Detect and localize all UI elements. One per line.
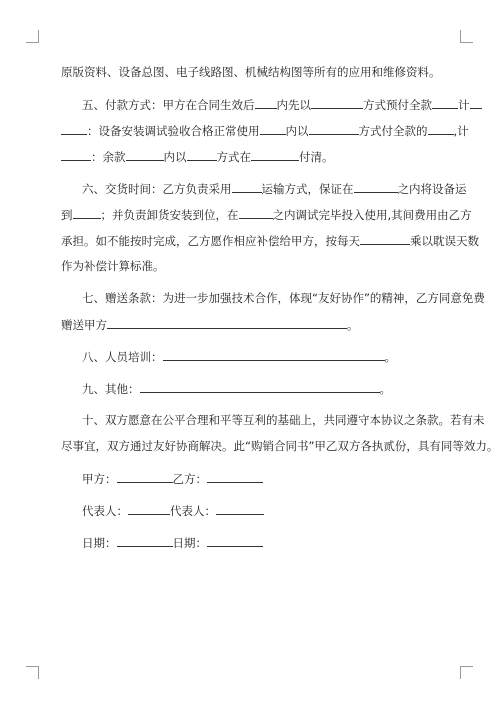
blank-field[interactable] [117, 534, 173, 547]
text: 尽事宜，双方通过友好协商解决。此“购销合同书”甲乙双方各执贰份，具有同等效力。 [61, 439, 499, 453]
blank-field[interactable] [470, 96, 482, 109]
blank-field[interactable] [216, 502, 264, 515]
mutual-clause-line-1 [82, 412, 485, 428]
delivery-clause-line-2 [61, 206, 472, 223]
text: 计 [458, 98, 470, 112]
text: 代表人： [170, 504, 216, 518]
text: 内以 [163, 150, 187, 164]
text: 付清。 [299, 150, 334, 164]
payment-clause-line-1 [82, 96, 482, 113]
blank-field[interactable] [432, 96, 458, 109]
blank-field[interactable] [128, 502, 170, 515]
blank-field[interactable] [187, 148, 217, 161]
blank-field[interactable] [207, 470, 263, 483]
delivery-clause-line-4 [61, 258, 165, 274]
text: 。 [384, 350, 396, 364]
text: 代表人： [82, 504, 128, 518]
text: 运输方式，保证在 [261, 182, 354, 196]
text: 日期： [82, 536, 117, 550]
other-clause-line [82, 380, 391, 397]
text: 。 [379, 382, 391, 396]
text: 甲方： [82, 472, 117, 486]
blank-field[interactable] [126, 148, 164, 161]
text: 方式付全款的 [358, 124, 428, 138]
text: 。 [347, 318, 359, 332]
blank-field[interactable] [260, 122, 286, 135]
text: 乙方： [172, 472, 207, 486]
gift-clause-line-1 [82, 290, 485, 306]
blank-field[interactable] [255, 96, 277, 109]
blank-field[interactable] [428, 122, 454, 135]
representative-signature-line [82, 502, 264, 519]
blank-field[interactable] [61, 122, 87, 135]
text: 十、双方愿意在公平合理和平等互利的基础上，共同遵守本协议之条款。若有未 [82, 413, 485, 427]
text: 乘以耽误天数 [410, 234, 479, 248]
text: 六、交货时间：乙方负责采用 [82, 182, 232, 196]
crop-mark-top-left [26, 30, 39, 43]
crop-mark-bottom-right [460, 666, 473, 679]
mutual-clause-line-2 [61, 438, 498, 454]
text: 方式预付全款 [363, 98, 432, 112]
text: 七、赠送条款：为进一步加强技术合作，体现“友好协作”的精神，乙方同意免费 [82, 291, 485, 305]
text: 之内调试完毕投入使用,其间费用由乙方 [272, 208, 472, 222]
party-signature-line [82, 470, 263, 487]
text: 五、付款方式：甲方在合同生效后 [82, 98, 255, 112]
text: ；并负责卸货安装到位，在 [100, 208, 239, 222]
text: 承担。如不能按时完成，乙方愿作相应补偿给甲方，按每天 [61, 234, 360, 248]
blank-field[interactable] [207, 534, 263, 547]
blank-field[interactable] [232, 180, 262, 193]
payment-clause-line-3 [61, 148, 334, 165]
text: 九、其他： [82, 382, 140, 396]
blank-field[interactable] [239, 206, 273, 219]
blank-field[interactable] [309, 122, 359, 135]
blank-field[interactable] [354, 180, 398, 193]
text: 之内将设备运 [397, 182, 467, 196]
blank-field[interactable] [311, 96, 363, 109]
text: ：设备安装调试验收合格正常使用 [87, 124, 260, 138]
crop-mark-bottom-left [26, 666, 39, 679]
blank-field[interactable] [117, 470, 173, 483]
text: 作为补偿计算标准。 [61, 259, 165, 273]
text: 方式在 [216, 150, 251, 164]
text: 八、人员培训： [82, 350, 163, 364]
blank-field[interactable] [107, 316, 347, 329]
blank-field[interactable] [360, 232, 410, 245]
delivery-clause-line-3 [61, 232, 479, 249]
payment-clause-line-2 [61, 122, 469, 139]
crop-mark-top-right [460, 30, 473, 43]
gift-clause-line-2 [61, 316, 359, 333]
text: ,计 [453, 124, 469, 138]
text: 原版资料、设备总图、电子线路图、机械结构图等所有的应用和维修资料。 [61, 65, 441, 79]
text: 日期： [172, 536, 207, 550]
blank-field[interactable] [73, 206, 101, 219]
blank-field[interactable] [61, 148, 91, 161]
text: 内以 [285, 124, 309, 138]
date-signature-line [82, 534, 263, 551]
text: ：余款 [91, 150, 126, 164]
blank-field[interactable] [251, 148, 299, 161]
training-clause-line [82, 348, 396, 365]
delivery-clause-line-1 [82, 180, 467, 197]
blank-field[interactable] [140, 380, 380, 393]
text: 内先以 [276, 98, 311, 112]
blank-field[interactable] [163, 348, 385, 361]
text: 到 [61, 208, 73, 222]
clause-materials-line [61, 64, 441, 80]
text: 赠送甲方 [61, 318, 107, 332]
